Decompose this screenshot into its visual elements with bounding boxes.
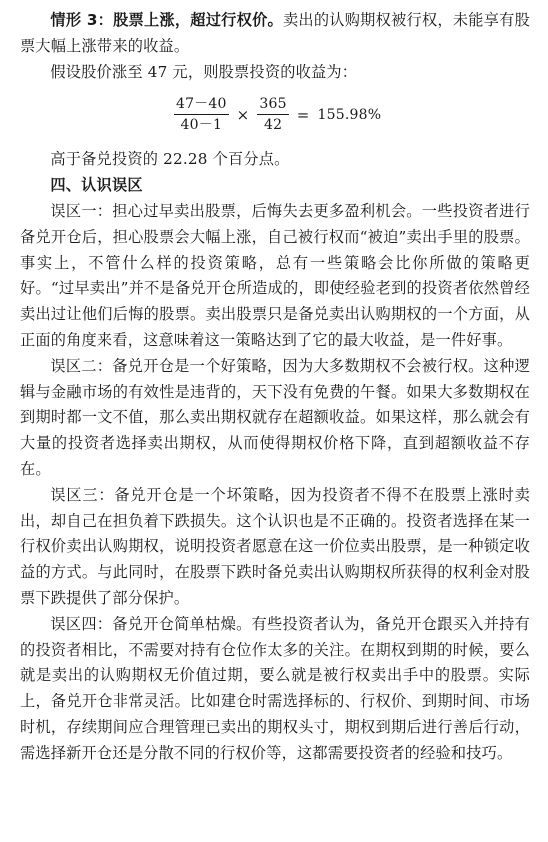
fraction-denominator: 40－1	[180, 117, 223, 134]
assumption-paragraph: 假设股价涨至 47 元，则股票投资的收益为：	[50, 62, 358, 81]
scenario-3-paragraph	[20, 8, 530, 60]
comparison-paragraph: 高于备兑投资的 22.28 个百分点。	[50, 150, 290, 169]
fraction-annualize	[257, 95, 288, 134]
myth-paragraph-2: 误区二：备兑开仓是一个好策略，因为大多数期权不会被行权。这种逻辑与金融市场的有效性是违背的，天下没有免费的午餐。如果大多数期权在到期时都一文不值，那么卖出期权就存在超额收益。如果这样，那么就会有大量的投资者选择卖出期权，从而使得期权价格下降，直到超额收益不存在。	[20, 356, 530, 478]
myth-paragraph-3: 误区三：备兑开仓是一个坏策略，因为投资者不得不在股票上涨时卖出，却自己在担负着下跌损失。这个认识也是不正确的。投资者选择在某一行权价卖出认购期权，说明投资者愿意在这一价位卖出股票，是一种锁定收益的方式。与此同时，在股票下跌时备兑卖出认购期权所获得的权利金对股票下跌提供了部分保护。	[20, 485, 530, 607]
fraction-price-change	[174, 95, 229, 134]
section-heading: 四、认识误区	[50, 176, 143, 195]
equals-sign: =	[296, 105, 310, 124]
scenario-3-title: 情形 3：股票上涨，超过行权价。	[50, 11, 283, 29]
formula-block	[20, 89, 530, 143]
fraction-denominator: 42	[263, 117, 283, 134]
myth-paragraph-4: 误区四：备兑开仓简单枯燥。有些投资者认为，备兑开仓跟买入并持有的投资者相比，不需要对持有仓位作太多的关注。在期权到期的时候，要么就是卖出的认购期权无价值过期，要么就是被行权卖出手中的股票。实际上，备兑开仓非常灵活。比如建仓时需选择标的、行权价、到期时间、市场时机，存续期间应合理管理已卖出的期权头寸，期权到期后进行善后行动，需选择新开仓还是分散不同的行权价等，这都需要投资者的经验和技巧。	[20, 614, 530, 762]
fraction-numerator: 47－40	[174, 95, 229, 115]
multiply-sign: ×	[236, 105, 250, 124]
myth-paragraph-1: 误区一：担心过早卖出股票，后悔失去更多盈利机会。一些投资者进行备兑开仓后，担心股票会大幅上涨，自己被行权而“被迫”卖出手里的股票。事实上，不管什么样的投资策略，总有一些策略会比你所做的策略更好。“过早卖出”并不是备兑开仓所造成的，即使经验老到的投资者依然曾经卖出过让他们后悔的股票。卖出股票只是备兑卖出认购期权的一个方面，从正面的角度来看，这意味着这一策略达到了它的最大收益，是一件好事。	[20, 201, 530, 349]
scenario-3-text: 卖出的认购期权被行权，未能享有股票大幅上涨带来的收益。	[20, 11, 531, 55]
formula-result: 155.98%	[317, 106, 382, 123]
document-page	[20, 8, 530, 767]
fraction-numerator: 365	[257, 95, 288, 115]
return-formula	[174, 95, 381, 134]
